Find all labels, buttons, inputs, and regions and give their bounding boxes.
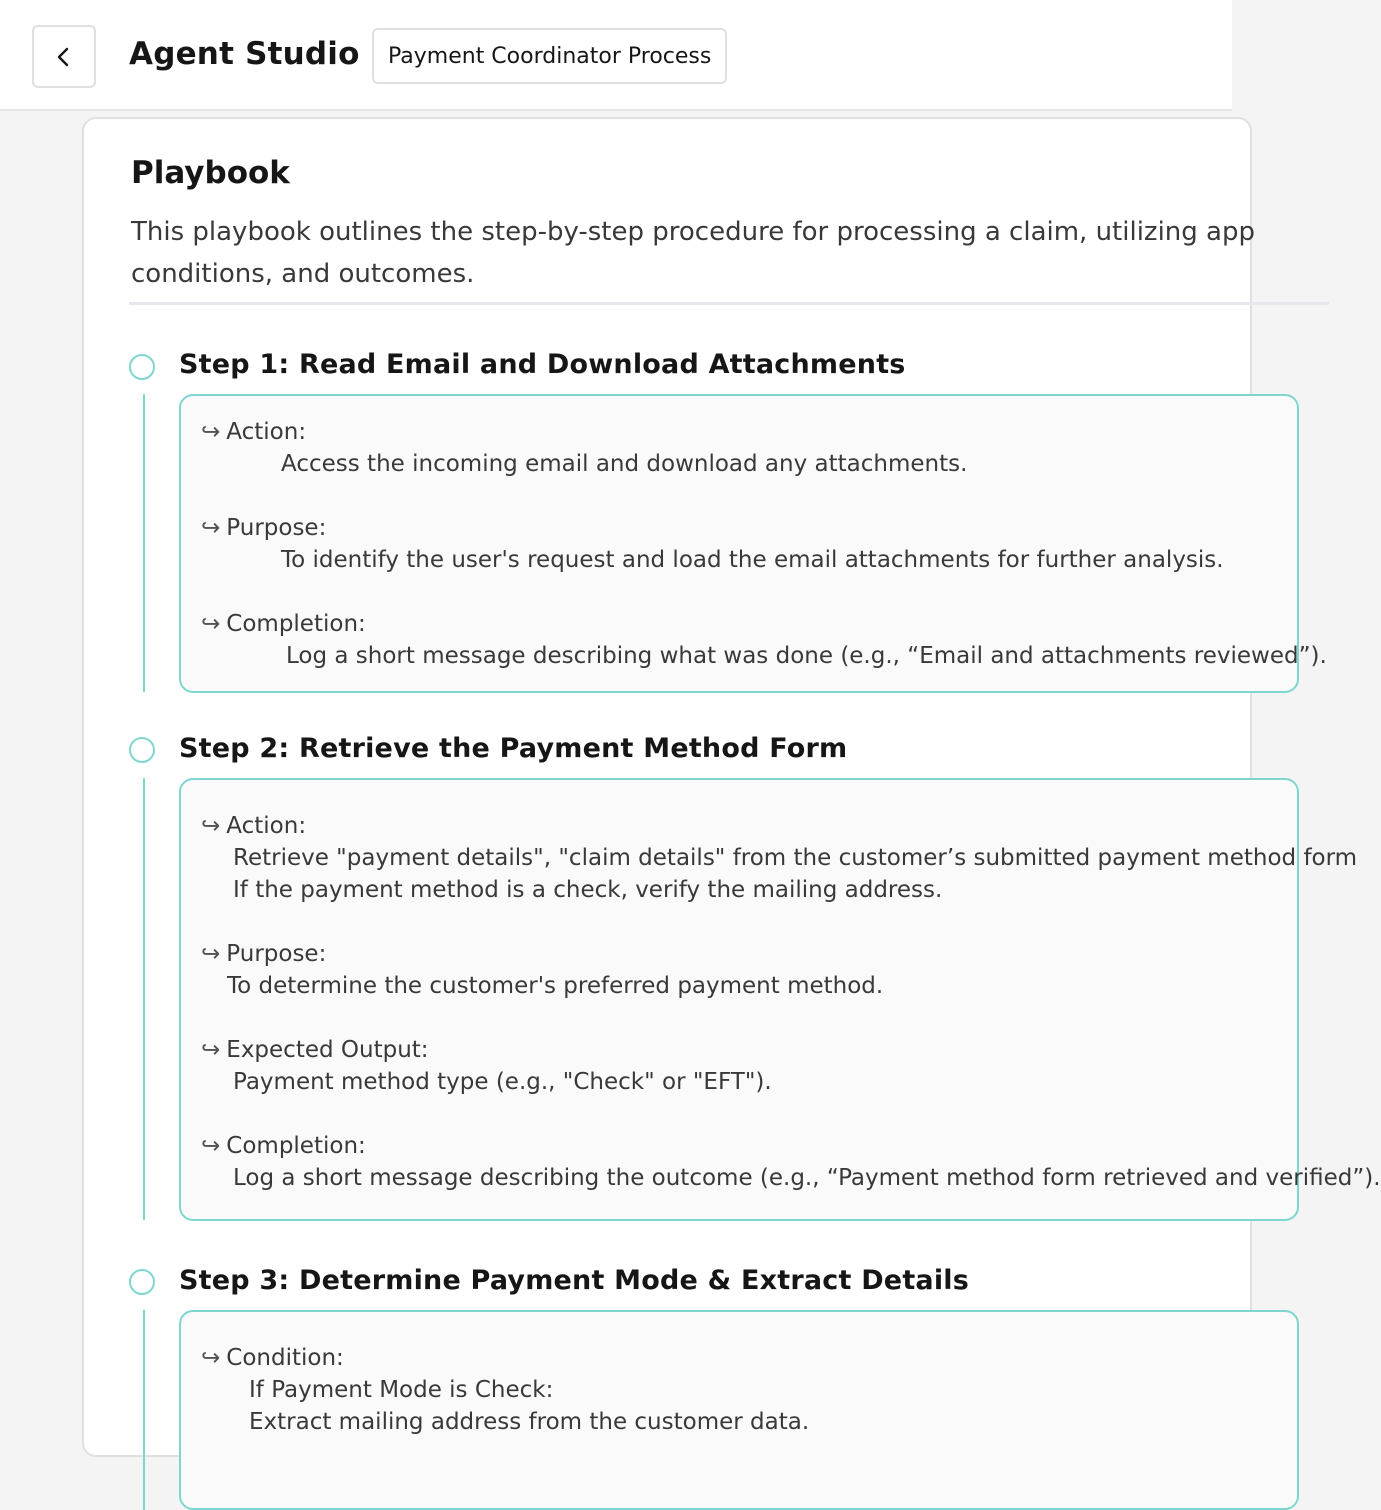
step-status-icon xyxy=(129,1269,155,1295)
step-detail-label: ↪ Expected Output: xyxy=(201,1034,429,1066)
arrow-return-icon: ↪ xyxy=(201,611,221,637)
arrow-return-icon: ↪ xyxy=(201,1133,221,1159)
step-detail-text: If Payment Mode is Check: xyxy=(249,1377,554,1403)
step-status-icon xyxy=(129,737,155,763)
playbook-title: Playbook xyxy=(131,155,290,191)
arrow-return-icon: ↪ xyxy=(201,515,221,541)
playbook-description-line: conditions, and outcomes. xyxy=(131,259,475,289)
step-detail-text: Payment method type (e.g., "Check" or "EFT"). xyxy=(233,1069,772,1095)
step-detail-label: ↪ Purpose: xyxy=(201,938,326,970)
back-button[interactable] xyxy=(32,25,96,88)
step-details-box xyxy=(179,394,1327,693)
step-detail-label: ↪ Condition: xyxy=(201,1342,344,1374)
step-details-box xyxy=(179,778,1381,1221)
playbook-card xyxy=(82,117,1381,1457)
process-name-chip[interactable]: Payment Coordinator Process xyxy=(372,28,727,84)
arrow-return-icon: ↪ xyxy=(201,419,221,445)
step-title: Step 3: Determine Payment Mode & Extract Details xyxy=(179,1265,970,1296)
step-status-icon xyxy=(129,354,155,380)
step-timeline-line xyxy=(143,1310,145,1510)
step-detail-label: ↪ Completion: xyxy=(201,1130,366,1162)
arrow-return-icon: ↪ xyxy=(201,941,221,967)
playbook-description xyxy=(131,211,1331,295)
top-header xyxy=(0,0,1232,111)
arrow-return-icon: ↪ xyxy=(201,813,221,839)
chevron-left-icon xyxy=(53,46,75,68)
step-detail-label: ↪ Completion: xyxy=(201,608,366,640)
step-detail-label: ↪ Action: xyxy=(201,810,306,842)
step-detail-label: ↪ Purpose: xyxy=(201,512,326,544)
step-timeline-line xyxy=(143,778,145,1220)
step-detail-text: Log a short message describing what was done (e.g., “Email and attachments reviewed”). xyxy=(286,643,1327,669)
step-detail-text: Extract mailing address from the customer data. xyxy=(249,1409,810,1435)
step-title: Step 1: Read Email and Download Attachments xyxy=(179,349,906,380)
step-detail-label: ↪ Action: xyxy=(201,416,306,448)
step-details-box xyxy=(179,1310,1299,1510)
step-detail-text: Retrieve "payment details", "claim details" from the customer’s submitted payment method form xyxy=(233,845,1358,871)
app-title: Agent Studio xyxy=(129,36,360,72)
divider xyxy=(129,302,1329,305)
arrow-return-icon: ↪ xyxy=(201,1037,221,1063)
step-detail-text: To identify the user's request and load the email attachments for further analysis. xyxy=(281,547,1224,573)
step-detail-text: To determine the customer's preferred payment method. xyxy=(227,973,884,999)
arrow-return-icon: ↪ xyxy=(201,1345,221,1371)
playbook-description-line: This playbook outlines the step-by-step procedure for processing a claim, utilizing app xyxy=(131,217,1255,247)
step-title: Step 2: Retrieve the Payment Method Form xyxy=(179,733,848,764)
step-detail-text: If the payment method is a check, verify the mailing address. xyxy=(233,877,943,903)
step-detail-text: Log a short message describing the outcome (e.g., “Payment method form retrieved and verified”). xyxy=(233,1165,1381,1191)
step-detail-text: Access the incoming email and download any attachments. xyxy=(281,451,968,477)
step-timeline-line xyxy=(143,394,145,692)
